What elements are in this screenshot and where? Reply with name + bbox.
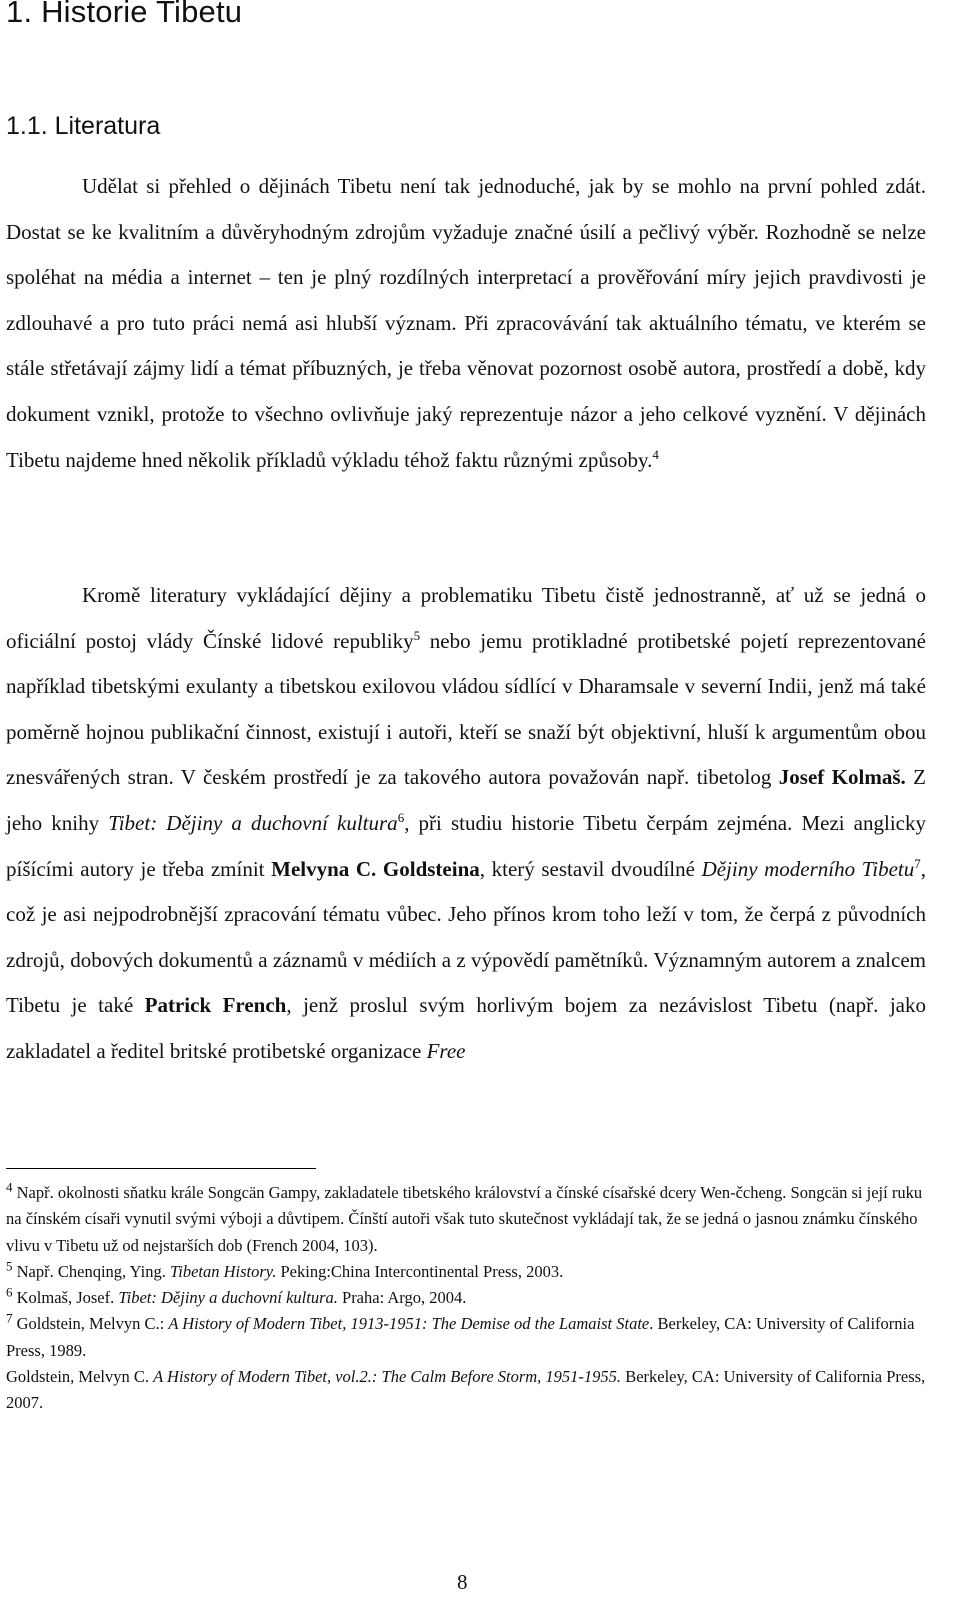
paragraph-intro [6, 164, 926, 483]
text-run: , který sestavil dvoudílné [479, 856, 702, 881]
footnote-text: . Berkeley, CA: University of California Press, 1989. [6, 1314, 915, 1360]
footnotes [6, 1180, 926, 1417]
text-run: Kromě literatury vykládající dějiny a problematiku Tibetu čistě jednostranně, ať už se jedná o oficiální postoj vlády Čínské lidové republiky [6, 583, 926, 653]
footnote-text: Např. Chenqing, Ying. [12, 1261, 170, 1281]
footnote-number: 7 [6, 1310, 13, 1326]
footnote-title: Tibetan History. [170, 1261, 277, 1281]
footnote-ref-4: 4 [652, 446, 659, 462]
section-heading: 1.1. Literatura [6, 112, 161, 140]
footnote-text: Goldstein, Melvyn C. [6, 1367, 154, 1387]
footnote-title: A History of Modern Tibet, vol.2.: The Calm Before Storm, 1951-1955. [153, 1367, 622, 1387]
footnote-number: 5 [6, 1258, 13, 1274]
footnote-text: Goldstein, Melvyn C.: [12, 1314, 169, 1334]
author-kolmas: Josef Kolmaš. [778, 765, 906, 790]
footnote-number: 4 [6, 1179, 13, 1195]
footnote-number: 6 [6, 1284, 13, 1300]
chapter-heading: 1. Historie Tibetu [6, 0, 243, 29]
footnote-7 [6, 1311, 926, 1364]
paragraph-literature [6, 573, 926, 1075]
footnote-text: Např. okolnosti sňatku krále Songcän Gampy, zakladatele tibetského království a čínské císařské dcery Wen-čcheng. Songcän si její ruku na čínském císaři vynutil svými výboji a důvtipem. Čínští autoři však tuto skutečnost vykládají tak, že se jedná o jasnou známku čínského vlivu v Tibetu už od nejstarších dob (French 2004, 103). [6, 1183, 923, 1255]
footnote-ref-5: 5 [413, 627, 421, 643]
page-number: 8 [457, 1570, 468, 1594]
author-goldstein: Melvyna C. Goldsteina [271, 856, 480, 881]
book-title-goldstein: Dějiny moderního Tibetu [701, 856, 915, 881]
footnote-divider [6, 1168, 316, 1169]
footnote-text: Peking:China Intercontinental Press, 2003. [276, 1261, 564, 1281]
footnote-ref-7: 7 [914, 855, 921, 871]
footnote-text: Praha: Argo, 2004. [337, 1288, 467, 1308]
footnote-4 [6, 1180, 926, 1259]
organization-name-start: Free [426, 1038, 466, 1063]
footnote-6 [6, 1285, 926, 1311]
footnote-7-continued [6, 1364, 926, 1417]
book-title-kolmas: Tibet: Dějiny a duchovní kultura [108, 810, 398, 835]
footnote-title: Tibet: Dějiny a duchovní kultura. [118, 1288, 338, 1308]
text-run: , jenž proslul svým horlivým bojem za nezávislost Tibetu (např. jako zakladatel a ředitel britské protibetské organizace [6, 993, 926, 1063]
author-french: Patrick French [144, 993, 287, 1018]
text-run: Z jeho knihy [6, 765, 927, 835]
text-run: nebo jemu protikladné protibetské pojetí reprezentované například tibetskými exulanty a tibetskou exilovou vládou sídlící v Dharamsale v severní Indii, jenž má také poměrně hojnou publikační činnost, existují i autoři, kteří se snaží být objektivní, hluší k argumentům obou znesvářených stran. V českém prostředí je za takového autora považován např. tibetolog [6, 628, 926, 790]
paragraph-intro-text: Udělat si přehled o dějinách Tibetu není tak jednoduché, jak by se mohlo na první pohled zdát. Dostat se ke kvalitním a důvěryhodným zdrojům vyžaduje značné úsilí a pečlivý výběr. Rozhodně se nelze spoléhat na média a internet – ten je plný rozdílných interpretací a prověřování míry jejich pravdivosti je zdlouhavé a pro tuto práci nemá asi hlubší význam. Při zpracovávání tak aktuálního tématu, ve kterém se stále střetávají zájmy lidí a témat příbuzných, je třeba věnovat pozornost osobě autora, prostředí a době, kdy dokument vznikl, protože to všechno ovlivňuje jaký reprezentuje názor a jeho celkové vyznění. V dějinách Tibetu najdeme hned několik příkladů výkladu téhož faktu různými způsoby. [6, 174, 926, 472]
footnote-text: Berkeley, CA: University of California Press, 2007. [6, 1367, 926, 1413]
text-run: , což je asi nejpodrobnější zpracování tématu vůbec. Jeho přínos krom toho leží v tom, že čerpá z původních zdrojů, dobových dokumentů a záznamů v médiích a z výpovědí pamětníků. Významným autorem a znalcem Tibetu je také [6, 856, 926, 1018]
text-run: , při studiu historie Tibetu čerpám zejména. Mezi anglicky píšícími autory je třeba zmínit [6, 810, 926, 881]
footnote-text: Kolmaš, Josef. [12, 1288, 119, 1308]
footnote-title: A History of Modern Tibet, 1913-1951: The Demise od the Lamaist State [168, 1314, 650, 1334]
footnote-ref-6: 6 [397, 809, 405, 825]
footnote-5 [6, 1259, 926, 1285]
